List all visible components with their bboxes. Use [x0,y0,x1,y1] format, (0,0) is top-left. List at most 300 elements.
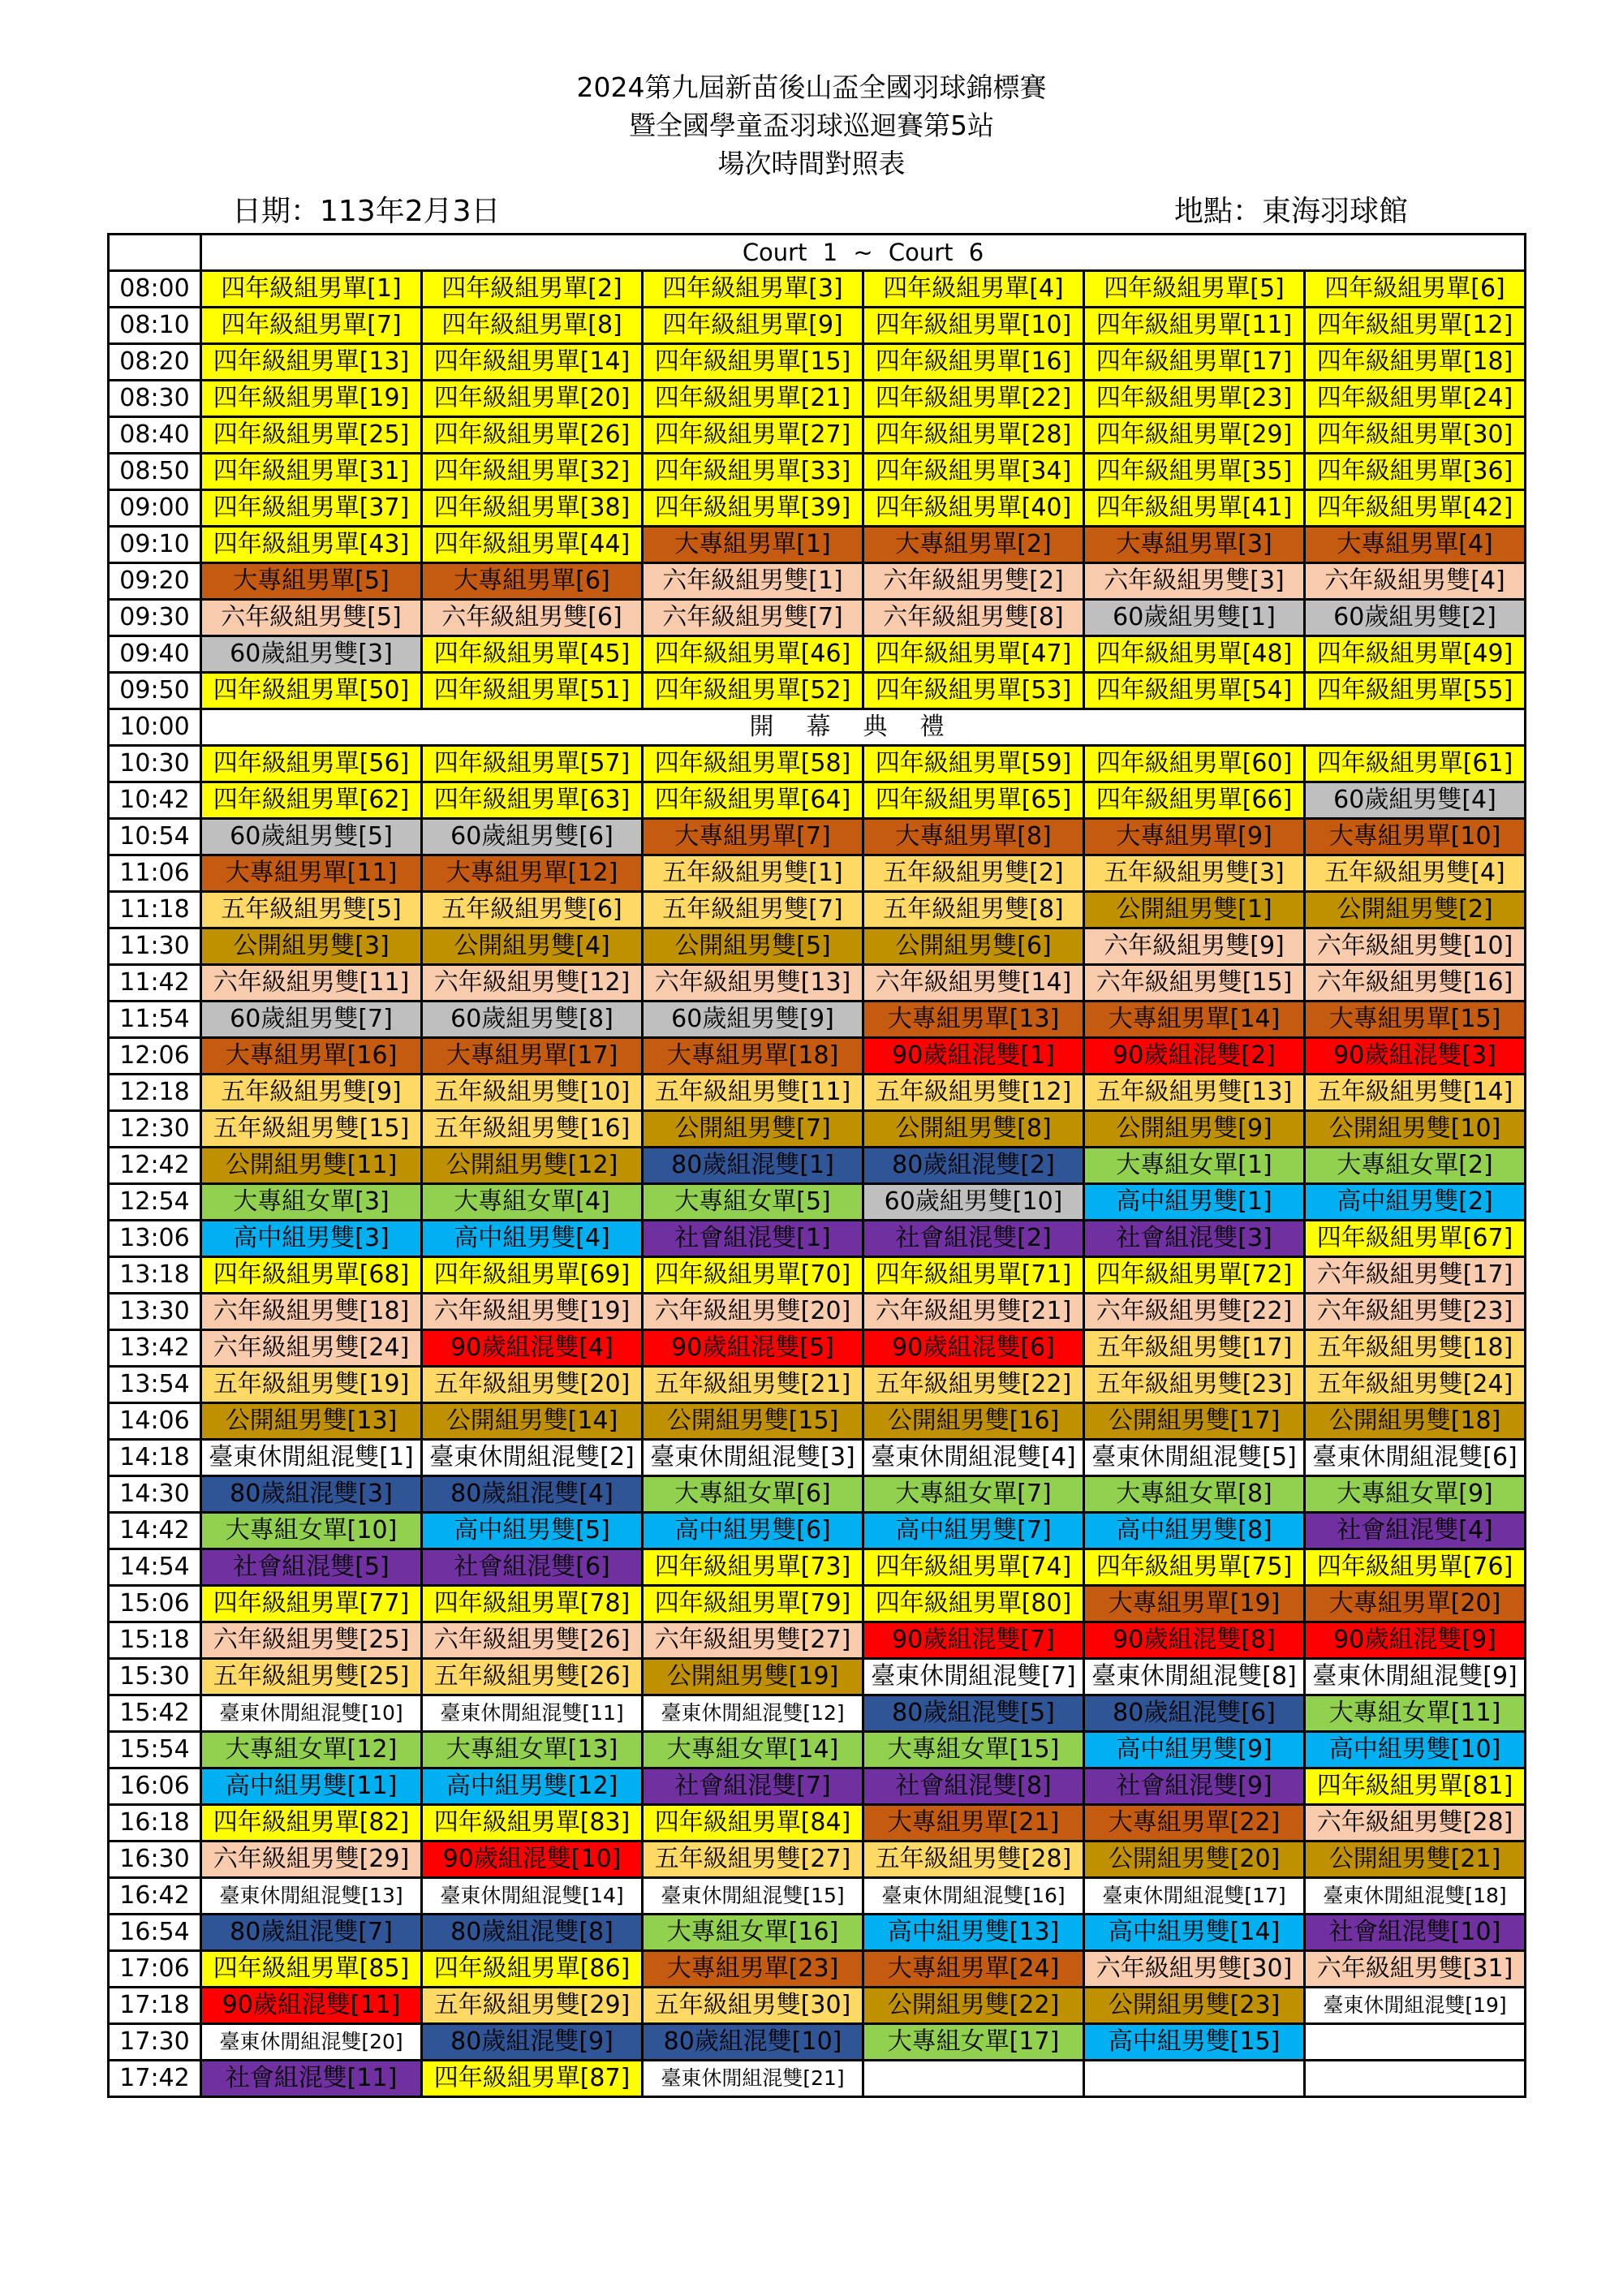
schedule-table [107,233,1526,2098]
time-slot: 08:00 [109,271,201,308]
schedule-row [109,1002,1526,1038]
match-cell: 公開組男雙[2] [1305,892,1526,928]
match-cell: 臺東休閒組混雙[19] [1305,1988,1526,2024]
match-cell: 四年級組男單[12] [1305,308,1526,344]
match-cell: 四年級組男單[87] [422,2061,643,2097]
schedule-row [109,1294,1526,1330]
match-cell: 六年級組男雙[2] [863,563,1084,600]
match-cell: 五年級組男雙[14] [1305,1075,1526,1111]
match-cell: 大專組男單[4] [1305,527,1526,563]
time-slot: 08:50 [109,454,201,490]
opening-ceremony-cell: 開幕典禮 [201,709,1526,746]
match-cell: 四年級組男單[25] [201,417,422,454]
match-cell: 大專組男單[10] [1305,819,1526,855]
match-cell: 大專組男單[22] [1084,1805,1305,1842]
schedule-row [109,1367,1526,1403]
match-cell: 臺東休閒組混雙[8] [1084,1659,1305,1695]
match-cell: 五年級組男雙[19] [201,1367,422,1403]
match-cell: 臺東休閒組混雙[12] [643,1695,863,1732]
time-slot: 11:30 [109,928,201,965]
match-cell: 四年級組男單[74] [863,1549,1084,1586]
match-cell: 六年級組男雙[1] [643,563,863,600]
match-cell: 四年級組男單[70] [643,1257,863,1294]
match-cell: 大專組女單[3] [201,1184,422,1221]
schedule-row [109,1476,1526,1513]
match-cell [1305,2024,1526,2061]
match-cell: 大專組男單[15] [1305,1002,1526,1038]
match-cell: 公開組男雙[10] [1305,1111,1526,1148]
schedule-row [109,2024,1526,2061]
match-cell: 公開組男雙[15] [643,1403,863,1440]
match-cell: 四年級組男單[31] [201,454,422,490]
match-cell: 大專組男單[11] [201,855,422,892]
match-cell: 高中組男雙[1] [1084,1184,1305,1221]
time-slot: 16:42 [109,1878,201,1915]
match-cell: 四年級組男單[42] [1305,490,1526,527]
match-cell: 四年級組男單[80] [863,1586,1084,1622]
match-cell: 五年級組男雙[30] [643,1988,863,2024]
match-cell: 六年級組男雙[15] [1084,965,1305,1002]
match-cell: 四年級組男單[77] [201,1586,422,1622]
match-cell: 公開組男雙[19] [643,1659,863,1695]
schedule-row [109,1878,1526,1915]
match-cell: 四年級組男單[84] [643,1805,863,1842]
match-cell: 四年級組男單[61] [1305,746,1526,782]
match-cell: 六年級組男雙[11] [201,965,422,1002]
match-cell: 大專組男單[8] [863,819,1084,855]
match-cell: 六年級組男雙[27] [643,1622,863,1659]
schedule-row [109,1257,1526,1294]
match-cell: 大專組男單[1] [643,527,863,563]
match-cell: 公開組男雙[14] [422,1403,643,1440]
schedule-row [109,1075,1526,1111]
match-cell: 大專組男單[3] [1084,527,1305,563]
match-cell: 四年級組男單[65] [863,782,1084,819]
match-cell: 大專組男單[6] [422,563,643,600]
match-cell: 五年級組男雙[2] [863,855,1084,892]
time-slot: 15:42 [109,1695,201,1732]
match-cell: 90歲組混雙[4] [422,1330,643,1367]
time-slot: 15:54 [109,1732,201,1768]
match-cell: 大專組女單[10] [201,1513,422,1549]
match-cell: 四年級組男單[2] [422,271,643,308]
schedule-row [109,417,1526,454]
match-cell: 80歲組混雙[3] [201,1476,422,1513]
match-cell: 大專組女單[15] [863,1732,1084,1768]
match-cell: 四年級組男單[69] [422,1257,643,1294]
time-slot: 13:18 [109,1257,201,1294]
match-cell: 四年級組男單[56] [201,746,422,782]
match-cell: 五年級組男雙[13] [1084,1075,1305,1111]
match-cell: 四年級組男單[29] [1084,417,1305,454]
time-slot: 09:30 [109,600,201,636]
match-cell: 四年級組男單[7] [201,308,422,344]
match-cell: 四年級組男單[4] [863,271,1084,308]
corner-cell [109,235,201,271]
match-cell: 60歲組男雙[9] [643,1002,863,1038]
match-cell: 五年級組男雙[29] [422,1988,643,2024]
schedule-body [109,235,1526,2097]
match-cell: 五年級組男雙[3] [1084,855,1305,892]
match-cell: 五年級組男雙[9] [201,1075,422,1111]
match-cell: 60歲組男雙[8] [422,1002,643,1038]
match-cell: 四年級組男單[24] [1305,381,1526,417]
match-cell: 公開組男雙[6] [863,928,1084,965]
schedule-row [109,673,1526,709]
schedule-row [109,600,1526,636]
match-cell: 60歲組男雙[7] [201,1002,422,1038]
match-cell: 五年級組男雙[6] [422,892,643,928]
match-cell: 高中組男雙[7] [863,1513,1084,1549]
match-cell: 大專組女單[4] [422,1184,643,1221]
schedule-row [109,1184,1526,1221]
schedule-row [109,1768,1526,1805]
schedule-row [109,819,1526,855]
match-cell: 五年級組男雙[25] [201,1659,422,1695]
match-cell: 90歲組混雙[1] [863,1038,1084,1075]
schedule-row [109,1111,1526,1148]
schedule-row [109,928,1526,965]
match-cell: 公開組男雙[20] [1084,1842,1305,1878]
match-cell: 大專組女單[1] [1084,1148,1305,1184]
match-cell: 六年級組男雙[6] [422,600,643,636]
schedule-row [109,1915,1526,1951]
time-slot: 16:18 [109,1805,201,1842]
match-cell: 四年級組男單[32] [422,454,643,490]
match-cell: 六年級組男雙[9] [1084,928,1305,965]
time-slot: 15:06 [109,1586,201,1622]
match-cell: 四年級組男單[86] [422,1951,643,1988]
match-cell: 六年級組男雙[30] [1084,1951,1305,1988]
match-cell: 四年級組男單[1] [201,271,422,308]
match-cell: 80歲組混雙[10] [643,2024,863,2061]
match-cell: 大專組男單[18] [643,1038,863,1075]
match-cell: 四年級組男單[85] [201,1951,422,1988]
match-cell: 臺東休閒組混雙[15] [643,1878,863,1915]
match-cell: 四年級組男單[23] [1084,381,1305,417]
match-cell: 高中組男雙[13] [863,1915,1084,1951]
match-cell: 六年級組男雙[5] [201,600,422,636]
time-slot: 16:54 [109,1915,201,1951]
schedule-row [109,636,1526,673]
match-cell: 公開組男雙[21] [1305,1842,1526,1878]
time-slot: 12:42 [109,1148,201,1184]
match-cell: 四年級組男單[79] [643,1586,863,1622]
match-cell: 六年級組男雙[7] [643,600,863,636]
match-cell: 四年級組男單[48] [1084,636,1305,673]
match-cell: 高中組男雙[4] [422,1221,643,1257]
match-cell: 四年級組男單[45] [422,636,643,673]
time-slot: 09:50 [109,673,201,709]
match-cell: 臺東休閒組混雙[9] [1305,1659,1526,1695]
match-cell: 五年級組男雙[26] [422,1659,643,1695]
match-cell: 六年級組男雙[12] [422,965,643,1002]
match-cell: 高中組男雙[5] [422,1513,643,1549]
match-cell: 四年級組男單[36] [1305,454,1526,490]
match-cell: 大專組男單[5] [201,563,422,600]
match-cell: 高中組男雙[9] [1084,1732,1305,1768]
match-cell: 四年級組男單[54] [1084,673,1305,709]
match-cell: 60歲組男雙[6] [422,819,643,855]
match-cell: 大專組男單[7] [643,819,863,855]
time-slot: 12:06 [109,1038,201,1075]
match-cell: 社會組混雙[2] [863,1221,1084,1257]
match-cell: 大專組女單[13] [422,1732,643,1768]
match-cell: 六年級組男雙[14] [863,965,1084,1002]
match-cell: 六年級組男雙[24] [201,1330,422,1367]
match-cell: 四年級組男單[19] [201,381,422,417]
match-cell: 五年級組男雙[17] [1084,1330,1305,1367]
match-cell: 90歲組混雙[9] [1305,1622,1526,1659]
match-cell: 六年級組男雙[10] [1305,928,1526,965]
match-cell: 六年級組男雙[21] [863,1294,1084,1330]
date-label: 日期：113年2月3日 [232,195,501,228]
match-cell: 六年級組男雙[13] [643,965,863,1002]
match-cell: 臺東休閒組混雙[21] [643,2061,863,2097]
match-cell: 六年級組男雙[28] [1305,1805,1526,1842]
schedule-row [109,1842,1526,1878]
time-slot: 08:20 [109,344,201,381]
match-cell: 公開組男雙[3] [201,928,422,965]
match-cell: 高中組男雙[2] [1305,1184,1526,1221]
match-cell: 60歲組男雙[10] [863,1184,1084,1221]
match-cell: 臺東休閒組混雙[1] [201,1440,422,1476]
time-slot: 08:10 [109,308,201,344]
match-cell: 四年級組男單[13] [201,344,422,381]
match-cell: 四年級組男單[20] [422,381,643,417]
match-cell: 臺東休閒組混雙[20] [201,2024,422,2061]
time-slot: 13:06 [109,1221,201,1257]
match-cell: 臺東休閒組混雙[16] [863,1878,1084,1915]
match-cell: 80歲組混雙[9] [422,2024,643,2061]
time-slot: 12:54 [109,1184,201,1221]
schedule-row [109,344,1526,381]
match-cell: 四年級組男單[9] [643,308,863,344]
schedule-row [109,965,1526,1002]
match-cell: 臺東休閒組混雙[14] [422,1878,643,1915]
match-cell: 60歲組男雙[5] [201,819,422,855]
time-slot: 08:40 [109,417,201,454]
court-range-header: Court 1 ~ Court 6 [201,235,1526,271]
match-cell: 臺東休閒組混雙[13] [201,1878,422,1915]
match-cell: 四年級組男單[46] [643,636,863,673]
schedule-row [109,746,1526,782]
match-cell: 社會組混雙[3] [1084,1221,1305,1257]
match-cell: 四年級組男單[37] [201,490,422,527]
match-cell: 大專組女單[14] [643,1732,863,1768]
court-header-row [109,235,1526,271]
match-cell: 高中組男雙[8] [1084,1513,1305,1549]
match-cell: 四年級組男單[67] [1305,1221,1526,1257]
match-cell: 公開組男雙[8] [863,1111,1084,1148]
match-cell: 六年級組男雙[23] [1305,1294,1526,1330]
match-cell: 社會組混雙[5] [201,1549,422,1586]
schedule-row [109,1148,1526,1184]
match-cell: 六年級組男雙[8] [863,600,1084,636]
match-cell: 公開組男雙[4] [422,928,643,965]
time-slot: 16:06 [109,1768,201,1805]
match-cell: 六年級組男雙[16] [1305,965,1526,1002]
match-cell: 公開組男雙[7] [643,1111,863,1148]
time-slot: 09:20 [109,563,201,600]
match-cell: 90歲組混雙[6] [863,1330,1084,1367]
match-cell: 四年級組男單[28] [863,417,1084,454]
match-cell: 五年級組男雙[4] [1305,855,1526,892]
time-slot: 10:42 [109,782,201,819]
match-cell: 四年級組男單[62] [201,782,422,819]
match-cell: 四年級組男單[14] [422,344,643,381]
match-cell: 六年級組男雙[20] [643,1294,863,1330]
schedule-row [109,709,1526,746]
schedule-row [109,1586,1526,1622]
match-cell: 五年級組男雙[11] [643,1075,863,1111]
match-cell: 四年級組男單[22] [863,381,1084,417]
match-cell: 大專組女單[8] [1084,1476,1305,1513]
match-cell: 五年級組男雙[27] [643,1842,863,1878]
schedule-row [109,563,1526,600]
match-cell [863,2061,1084,2097]
match-cell: 80歲組混雙[5] [863,1695,1084,1732]
match-cell: 臺東休閒組混雙[11] [422,1695,643,1732]
match-cell: 四年級組男單[30] [1305,417,1526,454]
match-cell: 四年級組男單[64] [643,782,863,819]
match-cell: 四年級組男單[66] [1084,782,1305,819]
match-cell: 四年級組男單[83] [422,1805,643,1842]
time-slot: 17:06 [109,1951,201,1988]
time-slot: 14:18 [109,1440,201,1476]
match-cell: 四年級組男單[17] [1084,344,1305,381]
match-cell: 公開組男雙[9] [1084,1111,1305,1148]
match-cell: 四年級組男單[75] [1084,1549,1305,1586]
document-titles [0,68,1623,183]
schedule-row [109,1038,1526,1075]
match-cell: 四年級組男單[58] [643,746,863,782]
match-cell: 四年級組男單[49] [1305,636,1526,673]
match-cell: 四年級組男單[60] [1084,746,1305,782]
match-cell: 四年級組男單[55] [1305,673,1526,709]
match-cell: 五年級組男雙[28] [863,1842,1084,1878]
time-slot: 10:30 [109,746,201,782]
match-cell: 高中組男雙[15] [1084,2024,1305,2061]
match-cell: 四年級組男單[34] [863,454,1084,490]
match-cell: 五年級組男雙[22] [863,1367,1084,1403]
match-cell: 大專組男單[20] [1305,1586,1526,1622]
match-cell: 90歲組混雙[8] [1084,1622,1305,1659]
schedule-row [109,454,1526,490]
match-cell: 五年級組男雙[21] [643,1367,863,1403]
match-cell: 大專組女單[11] [1305,1695,1526,1732]
match-cell: 大專組男單[12] [422,855,643,892]
match-cell: 四年級組男單[73] [643,1549,863,1586]
match-cell: 60歲組男雙[3] [201,636,422,673]
schedule-row [109,1403,1526,1440]
match-cell: 六年級組男雙[26] [422,1622,643,1659]
match-cell: 四年級組男單[76] [1305,1549,1526,1586]
match-cell: 社會組混雙[6] [422,1549,643,1586]
match-cell: 高中組男雙[6] [643,1513,863,1549]
match-cell: 四年級組男單[47] [863,636,1084,673]
time-slot: 15:30 [109,1659,201,1695]
match-cell: 臺東休閒組混雙[10] [201,1695,422,1732]
match-cell: 四年級組男單[43] [201,527,422,563]
time-slot: 10:00 [109,709,201,746]
match-cell: 四年級組男單[72] [1084,1257,1305,1294]
match-cell: 四年級組男單[10] [863,308,1084,344]
time-slot: 12:30 [109,1111,201,1148]
schedule-row [109,1330,1526,1367]
match-cell: 臺東休閒組混雙[6] [1305,1440,1526,1476]
title-line-2: 暨全國學童盃羽球巡迴賽第5站 [629,110,994,141]
match-cell: 大專組男單[16] [201,1038,422,1075]
match-cell: 大專組男單[14] [1084,1002,1305,1038]
match-cell: 四年級組男單[38] [422,490,643,527]
time-slot: 17:18 [109,1988,201,2024]
match-cell: 五年級組男雙[18] [1305,1330,1526,1367]
match-cell: 大專組女單[7] [863,1476,1084,1513]
match-cell [1084,2061,1305,2097]
match-cell: 四年級組男單[81] [1305,1768,1526,1805]
match-cell: 80歲組混雙[2] [863,1148,1084,1184]
time-slot: 11:42 [109,965,201,1002]
match-cell: 六年級組男雙[22] [1084,1294,1305,1330]
match-cell: 社會組混雙[1] [643,1221,863,1257]
schedule-row [109,782,1526,819]
match-cell: 臺東休閒組混雙[17] [1084,1878,1305,1915]
match-cell: 臺東休閒組混雙[7] [863,1659,1084,1695]
match-cell: 四年級組男單[68] [201,1257,422,1294]
match-cell: 四年級組男單[39] [643,490,863,527]
match-cell: 社會組混雙[8] [863,1768,1084,1805]
match-cell: 五年級組男雙[15] [201,1111,422,1148]
time-slot: 14:42 [109,1513,201,1549]
match-cell: 四年級組男單[71] [863,1257,1084,1294]
time-slot: 14:54 [109,1549,201,1586]
schedule-row [109,490,1526,527]
match-cell: 四年級組男單[41] [1084,490,1305,527]
match-cell: 公開組男雙[16] [863,1403,1084,1440]
match-cell: 80歲組混雙[4] [422,1476,643,1513]
match-cell: 四年級組男單[50] [201,673,422,709]
time-slot: 16:30 [109,1842,201,1878]
time-slot: 09:10 [109,527,201,563]
match-cell: 六年級組男雙[17] [1305,1257,1526,1294]
schedule-row [109,1951,1526,1988]
match-cell: 公開組男雙[22] [863,1988,1084,2024]
match-cell: 四年級組男單[21] [643,381,863,417]
time-slot: 11:54 [109,1002,201,1038]
match-cell: 社會組混雙[4] [1305,1513,1526,1549]
match-cell: 臺東休閒組混雙[3] [643,1440,863,1476]
time-slot: 14:30 [109,1476,201,1513]
match-cell: 公開組男雙[23] [1084,1988,1305,2024]
time-slot: 14:06 [109,1403,201,1440]
schedule-row [109,855,1526,892]
match-cell: 大專組男單[19] [1084,1586,1305,1622]
time-slot: 11:18 [109,892,201,928]
match-cell: 大專組男單[17] [422,1038,643,1075]
match-cell: 90歲組混雙[11] [201,1988,422,2024]
match-cell: 公開組男雙[18] [1305,1403,1526,1440]
match-cell: 四年級組男單[82] [201,1805,422,1842]
match-cell: 高中組男雙[10] [1305,1732,1526,1768]
match-cell: 五年級組男雙[20] [422,1367,643,1403]
match-cell: 大專組女單[6] [643,1476,863,1513]
match-cell: 四年級組男單[26] [422,417,643,454]
time-slot: 13:30 [109,1294,201,1330]
match-cell: 高中組男雙[3] [201,1221,422,1257]
match-cell: 四年級組男單[5] [1084,271,1305,308]
match-cell: 大專組男單[21] [863,1805,1084,1842]
